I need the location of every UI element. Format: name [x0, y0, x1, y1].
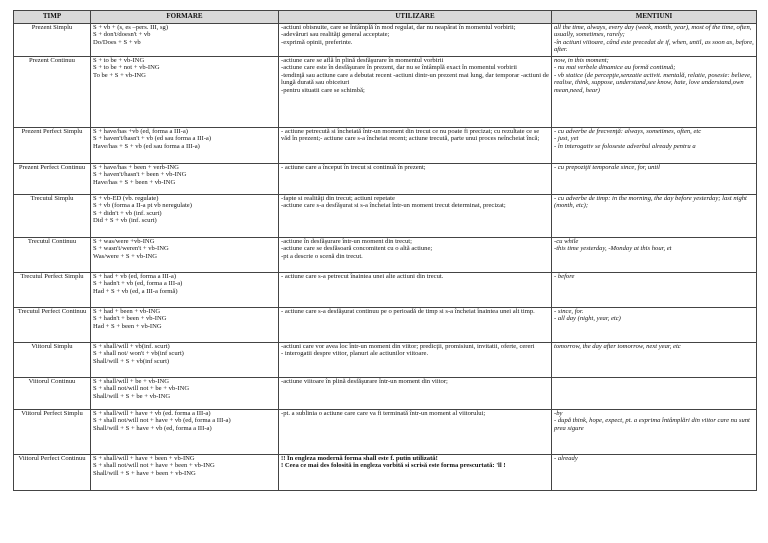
tense-name: Trecutul Perfect Continuu — [14, 308, 91, 343]
table-row — [14, 378, 757, 410]
usage-cell: -actiuni care vor avea loc într-un moment din viitor; predicţii, promisiuni, invitatii, oferte, cereri - interogatii despre viitor, planuri ale actiunilor viitoare. — [279, 343, 552, 378]
tense-name: Viitorul Perfect Continuu — [14, 455, 91, 491]
usage-cell: -actiune în desfăşurare într-un moment din trecut; -actiune care se desfăsoară concomitent cu o altă actiune; -pt a descrie o scenă din trecut. — [279, 238, 552, 273]
notes-cell: now, in this moment; - nu mai verbele dinamice au formă continuă; - vb statice (de percepţie,senzatie activit. mentală, relatie, posesie: believe, realise, think, suppose, understand,see know, hate, love understand,own mean,need, hear) — [552, 57, 757, 128]
tense-name: Prezent Perfect Simplu — [14, 128, 91, 164]
notes-cell: -by - după think, hope, expect, pt. a exprima întâmplări din viitor care nu sunt prea sigure — [552, 410, 757, 455]
tense-name: Viitorul Simplu — [14, 343, 91, 378]
usage-cell: - actiune petrecută si încheiată într-un moment din trecut ce nu poate fi precizat; cu rezultate ce se văd în prezent;- actiune care s-a încheiat recent; actiune trecută, parte unui proces neîncheiat încă; — [279, 128, 552, 164]
table-header-row — [14, 11, 757, 24]
tense-name: Prezent Simplu — [14, 24, 91, 57]
usage-cell: - actiune care a început în trecut si continuă în prezent; — [279, 164, 552, 195]
formation-cell: S + had + vb (ed, forma a III-a) S + hadn't + vb (ed, forma a III-a) Had + S + vb (ed, a III-a formă) — [91, 273, 279, 308]
notes-cell — [552, 378, 757, 410]
notes-cell: - since, for. - all day (night, year, etc) — [552, 308, 757, 343]
notes-cell: - before — [552, 273, 757, 308]
table-row — [14, 410, 757, 455]
tense-name: Viitorul Perfect Simplu — [14, 410, 91, 455]
usage-cell: -actiuni obisnuite, care se întâmplă în mod regulat, dar nu neapărat în momentul vorbirii; -adevăruri sau realităţi general acceptate; -exprimă opinii, preferinte. — [279, 24, 552, 57]
tense-name: Trecutul Perfect Simplu — [14, 273, 91, 308]
notes-cell: tomorrow, the day after tomorrow, next year, etc — [552, 343, 757, 378]
tense-name: Viitorul Continuu — [14, 378, 91, 410]
formation-cell: S + have/has +vb (ed, forma a III-a) S + haven't/hasn't + vb (ed sau forma a III-a) Have/has + S + vb (ed sau forma a III-a) — [91, 128, 279, 164]
notes-cell: - cu adverbe de timp: in the morning, the day before yesterday; last night (month, etc); — [552, 195, 757, 238]
formation-cell: S + shall/will + vb(inf. scurt) S + shall not/ won't + vb(inf scurt) Shall/will + S + vb(inf scurt) — [91, 343, 279, 378]
notes-cell: - cu prepoziţii temporale since, for, until — [552, 164, 757, 195]
header-mentiuni: MENTIUNI — [552, 11, 757, 24]
notes-cell: -cu while -this time yesterday, -Monday at this hour, et — [552, 238, 757, 273]
notes-cell: - already — [552, 455, 757, 491]
usage-cell: - actiune care s-a petrecut înaintea unei alte actiuni din trecut. — [279, 273, 552, 308]
table-row — [14, 164, 757, 195]
table-row — [14, 57, 757, 128]
formation-cell: S + shall/will + have + been + vb-ING S + shall not/will not + have + been + vb-ING Shall/will + S + have + been + vb-ING — [91, 455, 279, 491]
formation-cell: S + vb-ED (vb. regulate) S + vb (forma a II-a pt vb neregulate) S + didn't + vb (inf. scurt) Did + S + vb (inf. scurt) — [91, 195, 279, 238]
header-utilizare: UTILIZARE — [279, 11, 552, 24]
table-row — [14, 238, 757, 273]
table-row — [14, 343, 757, 378]
formation-cell: S + vb + (s, es –pers. III, sg) S + don't/doesn't + vb Do/Does + S + vb — [91, 24, 279, 57]
formation-cell: S + was/were +vb-ING S + wasn't/weren't + vb-ING Was/were + S + vb-ING — [91, 238, 279, 273]
tense-name: Trecutul Simplu — [14, 195, 91, 238]
table-row — [14, 24, 757, 57]
usage-cell: !! În engleza modernă forma shall este f. putin utilizată! ! Ceea ce mai des folosită în engleza vorbită si scrisă este forma prescurtată: 'll ! — [279, 455, 552, 491]
formation-cell: S + had + been + vb-ING S + hadn't + been + vb-ING Had + S + been + vb-ING — [91, 308, 279, 343]
table-row — [14, 455, 757, 491]
usage-cell: -actiune viitoare în plină desfăşurare într-un moment din viitor; — [279, 378, 552, 410]
usage-cell: -fapte si realităţi din trecut; actiuni repetate -actiune care s-a desfăşurat si s-a încheiat într-un moment trecut determinat, precizat; — [279, 195, 552, 238]
notes-cell: - cu adverbe de frecvenţă: always, sometimes, often, etc - just, yet - în interogativ se foloseste adverbul already pentru a — [552, 128, 757, 164]
notes-cell: all the time, always, every day (week, month, year), most of the time, often, usually, sometimes, rarely; -în actiuni viitoare, când este precedat de if, when, until, as soon as, before, after. — [552, 24, 757, 57]
formation-cell: S + to be + vb-ING S + to be + not + vb-ING To be + S + vb-ING — [91, 57, 279, 128]
table-row — [14, 195, 757, 238]
usage-cell: -actiune care se află în plină desfăşurare în momentul vorbirii -actiune care este în desfăşurare în prezent, dar nu se întâmplă exact în momentul vorbirii -tendinţă sau actiune care a debutat recent -actiuni dintr-un prezent mai lung, dar temporar -actiuni de lungă durată sau obiceiuri -pentru situatii care se schimbă; — [279, 57, 552, 128]
table-row — [14, 128, 757, 164]
tense-name: Prezent Continuu — [14, 57, 91, 128]
table-row — [14, 308, 757, 343]
formation-cell: S + shall/will + have + vb (ed. forma a III-a) S + shall not/will not + have + vb (ed, forma a III-a) Shall/will + S + have + vb (ed, forma a III-a) — [91, 410, 279, 455]
table-row — [14, 273, 757, 308]
tense-name: Prezent Perfect Continuu — [14, 164, 91, 195]
header-timp: TIMP — [14, 11, 91, 24]
usage-cell: -pt. a sublinia o actiune care care va fi terminată într-un moment al viitorului; — [279, 410, 552, 455]
formation-cell: S + shall/will + be + vb-ING S + shall not/will not + be + vb-ING Shall/will + S + be + vb-ING — [91, 378, 279, 410]
tenses-table — [13, 10, 757, 491]
usage-cell: - actiune care s-a desfăşurat continuu pe o perioadă de timp si s-a încheiat înaintea unei alt timp. — [279, 308, 552, 343]
formation-cell: S + have/has + been + verb-ING S + haven't/hasn't + been + vb-ING Have/has + S + been + vb-ING — [91, 164, 279, 195]
header-formare: FORMARE — [91, 11, 279, 24]
tense-name: Trecutul Continuu — [14, 238, 91, 273]
